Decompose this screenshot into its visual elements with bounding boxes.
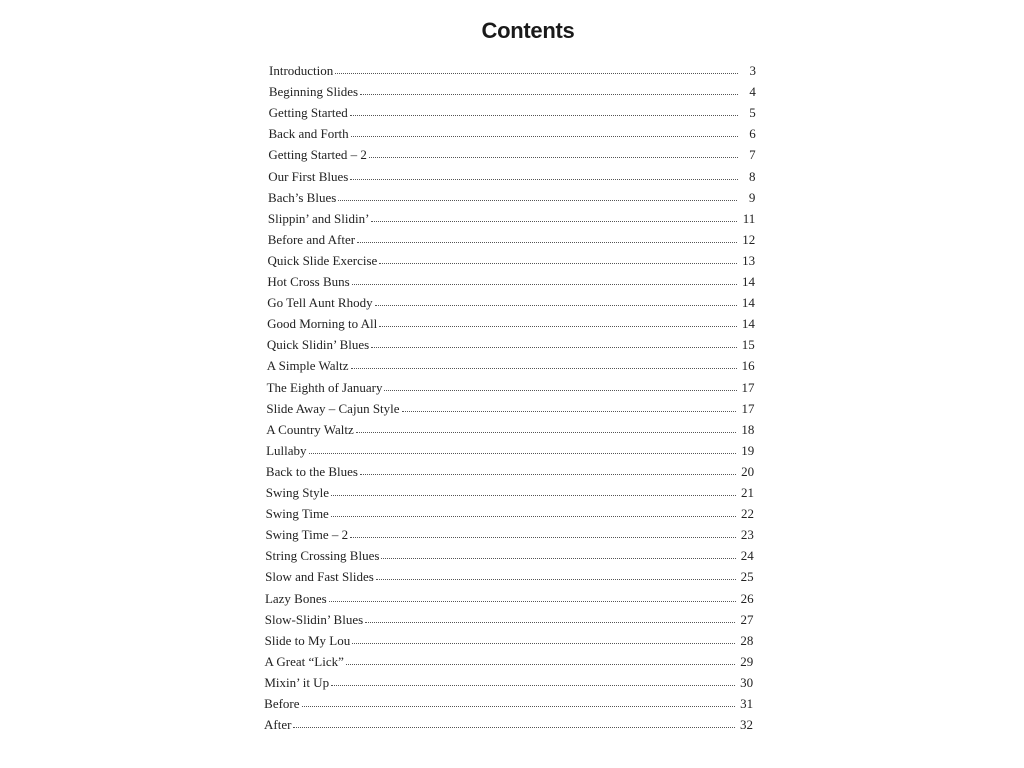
toc-entry-page-number: 32 — [740, 717, 753, 733]
toc-entry-page-number: 25 — [740, 569, 754, 585]
toc-entry-title: Mixin’ it Up — [264, 674, 330, 690]
toc-entry-page-number: 15 — [741, 337, 755, 353]
toc-entry — [265, 526, 753, 544]
dot-leader — [352, 284, 737, 285]
toc-entry-title: Back and Forth — [268, 126, 349, 142]
toc-entry-page-number: 14 — [741, 295, 755, 311]
toc-entry-title: Introduction — [269, 63, 334, 78]
dot-leader — [335, 73, 738, 74]
toc-entry — [267, 336, 755, 354]
toc-entry — [265, 632, 754, 650]
dot-leader — [379, 326, 737, 327]
toc-entry — [268, 146, 755, 164]
toc-entry — [267, 357, 755, 375]
toc-entry-page-number: 11 — [742, 210, 756, 226]
toc-entry-page-number: 19 — [741, 442, 755, 458]
dot-leader — [371, 221, 737, 222]
toc-entry-page-number: 7 — [749, 147, 756, 163]
toc-entry — [266, 484, 754, 502]
toc-entry-title: String Crossing Blues — [265, 548, 380, 564]
dot-leader — [371, 347, 737, 348]
dot-leader — [384, 390, 736, 391]
dot-leader — [350, 537, 736, 538]
toc-entry — [266, 400, 754, 418]
toc-entry — [266, 421, 754, 439]
toc-entry-title: Before and After — [267, 231, 356, 247]
toc-entry-page-number: 4 — [749, 84, 756, 100]
dot-leader — [402, 411, 737, 412]
table-of-contents — [0, 60, 1024, 750]
toc-entry-title: Slide to My Lou — [264, 632, 351, 648]
dot-leader — [338, 200, 737, 201]
toc-entry — [267, 379, 755, 397]
toc-entry — [265, 547, 753, 565]
toc-entry-title: Hot Cross Buns — [267, 274, 350, 289]
toc-entry-title: Quick Slidin’ Blues — [266, 337, 370, 353]
toc-entry — [269, 83, 756, 101]
toc-entry-title: Swing Time – 2 — [265, 527, 349, 543]
toc-entry — [269, 62, 756, 80]
toc-entry-title: Go Tell Aunt Rhody — [267, 295, 373, 311]
toc-entry-page-number: 24 — [740, 548, 754, 564]
toc-entry-page-number: 23 — [740, 527, 754, 543]
toc-entry — [264, 653, 753, 671]
dot-leader — [351, 368, 737, 369]
toc-entry-page-number: 31 — [740, 696, 754, 711]
toc-entry — [265, 590, 754, 608]
toc-entry-title: Slide Away – Cajun Style — [266, 400, 400, 416]
toc-entry-page-number: 17 — [741, 379, 755, 395]
dot-leader — [302, 706, 736, 707]
toc-entry-page-number: 8 — [749, 168, 756, 184]
toc-entry — [268, 231, 756, 249]
dot-leader — [357, 242, 737, 243]
toc-entry-title: Bach’s Blues — [268, 189, 337, 205]
toc-entry-title: Lullaby — [266, 442, 307, 458]
toc-entry-page-number: 5 — [749, 105, 756, 121]
toc-entry-title: Beginning Slides — [268, 84, 359, 100]
toc-entry — [264, 716, 753, 734]
toc-entry — [265, 568, 754, 586]
toc-entry — [266, 505, 754, 523]
toc-entry-title: After — [264, 717, 292, 733]
toc-entry-title: Quick Slide Exercise — [267, 252, 378, 268]
dot-leader — [331, 685, 735, 686]
toc-entry-page-number: 29 — [740, 653, 754, 669]
dot-leader — [376, 579, 736, 580]
toc-entry-page-number: 18 — [741, 421, 755, 437]
dot-leader — [356, 432, 737, 433]
toc-entry-title: Lazy Bones — [264, 590, 327, 606]
toc-entry-page-number: 28 — [740, 632, 754, 648]
dot-leader — [331, 495, 736, 496]
toc-entry-title: A Simple Waltz — [266, 358, 349, 374]
toc-entry-title: Getting Started — [268, 105, 348, 121]
toc-entry — [267, 273, 755, 291]
toc-entry-page-number: 30 — [740, 674, 754, 690]
toc-entry-title: Back to the Blues — [265, 463, 358, 479]
dot-leader — [346, 664, 735, 665]
toc-entry — [265, 611, 754, 629]
toc-entry-page-number: 14 — [741, 316, 755, 332]
toc-entry — [264, 674, 753, 692]
toc-entry-title: A Country Waltz — [266, 421, 354, 437]
dot-leader — [365, 622, 735, 623]
toc-entry-page-number: 6 — [749, 126, 756, 142]
toc-entry-page-number: 12 — [742, 231, 756, 247]
toc-entry — [268, 168, 755, 186]
toc-entry-page-number: 27 — [740, 611, 754, 627]
dot-leader — [350, 179, 737, 180]
toc-entry-page-number: 16 — [741, 358, 755, 374]
toc-entry-page-number: 21 — [741, 485, 755, 500]
dot-leader — [309, 453, 737, 454]
dot-leader — [379, 263, 737, 264]
toc-entry-title: Slow-Slidin’ Blues — [264, 611, 364, 627]
toc-entry-title: Our First Blues — [268, 168, 349, 184]
toc-entry-title: Swing Time — [265, 506, 329, 522]
toc-entry-page-number: 17 — [741, 400, 755, 416]
toc-entry-page-number: 20 — [741, 463, 755, 479]
dot-leader — [360, 474, 736, 475]
dot-leader — [329, 601, 736, 602]
toc-entry-title: Good Morning to All — [267, 316, 378, 332]
toc-entry-page-number: 13 — [742, 252, 756, 268]
toc-entry-title: Slow and Fast Slides — [265, 569, 374, 585]
toc-entry — [268, 189, 755, 207]
toc-entry — [268, 252, 756, 270]
toc-entry-page-number: 3 — [749, 63, 756, 78]
dot-leader — [350, 115, 738, 116]
dot-leader — [375, 305, 737, 306]
toc-entry-page-number: 14 — [742, 274, 756, 289]
page-title: Contents — [481, 18, 575, 43]
dot-leader — [331, 516, 736, 517]
toc-entry-title: A Great “Lick” — [264, 653, 344, 669]
toc-entry — [266, 463, 754, 481]
toc-entry-page-number: 22 — [740, 506, 754, 522]
toc-entry-title: The Eighth of January — [266, 379, 383, 395]
toc-entry — [269, 104, 756, 122]
dot-leader — [293, 727, 735, 728]
toc-entry-page-number: 26 — [740, 590, 754, 606]
dot-leader — [352, 643, 735, 644]
toc-entry — [267, 294, 755, 312]
toc-entry — [264, 695, 753, 713]
toc-entry-page-number: 9 — [748, 189, 756, 205]
toc-entry-title: Slippin’ and Slidin’ — [267, 210, 370, 226]
toc-entry — [266, 442, 754, 460]
dot-leader — [369, 157, 738, 158]
dot-leader — [360, 94, 738, 95]
toc-entry-title: Before — [264, 696, 300, 711]
dot-leader — [381, 558, 735, 559]
toc-entry-title: Swing Style — [265, 485, 329, 500]
toc-entry — [268, 210, 755, 228]
toc-entry — [269, 125, 756, 143]
toc-entry-title: Getting Started – 2 — [268, 147, 367, 163]
dot-leader — [351, 136, 738, 137]
toc-entry — [267, 315, 755, 333]
